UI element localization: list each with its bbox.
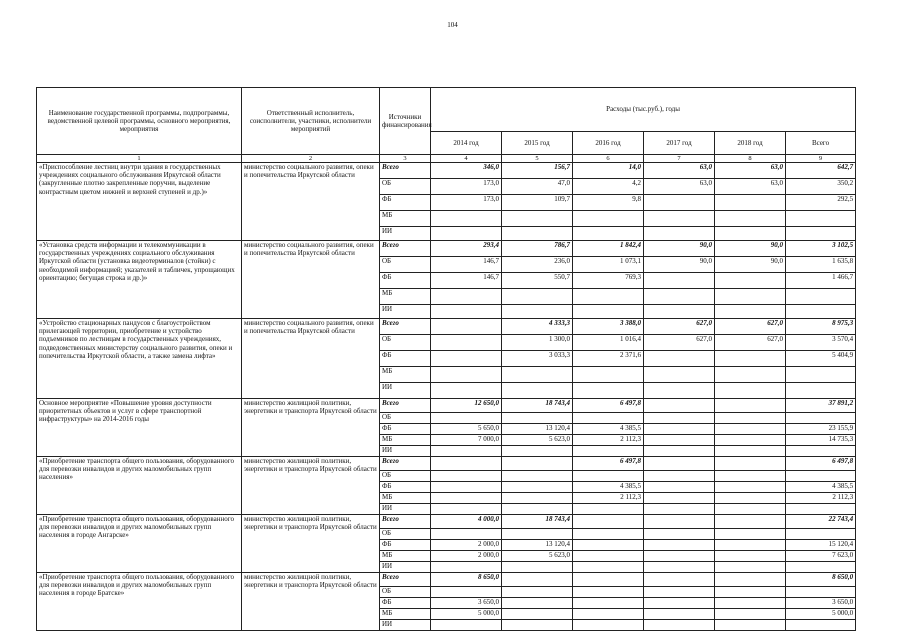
amount-cell [573,471,644,482]
amount-cell [715,413,786,424]
amount-cell [502,573,573,587]
amount-cell [573,227,644,241]
amount-cell [715,227,786,241]
funding-source: ОБ [380,587,431,598]
funding-source: ФБ [380,351,431,367]
amount-cell [644,305,715,319]
header-year-2014: 2014 год [431,132,502,155]
amount-cell [715,424,786,435]
column-number-row [37,155,856,163]
amount-total-cell [786,504,856,515]
amount-cell: 2 112,3 [573,435,644,446]
amount-cell: 1 300,0 [502,335,573,351]
funding-source: МБ [380,435,431,446]
amount-cell [502,598,573,609]
header-expenses: Расходы (тыс.руб.), годы [431,88,856,132]
amount-cell [644,227,715,241]
table-row [37,573,856,587]
amount-total-cell [786,587,856,598]
amount-cell [431,227,502,241]
amount-total-cell [786,413,856,424]
amount-cell: 18 743,4 [502,399,573,413]
amount-cell [431,351,502,367]
amount-cell [502,227,573,241]
funding-source: МБ [380,493,431,504]
funding-source: ИИ [380,383,431,399]
amount-total-cell: 3 102,5 [786,241,856,257]
funding-source: ИИ [380,446,431,457]
amount-cell [502,471,573,482]
amount-cell [431,383,502,399]
activity-name: «Установка средств информации и телекоммуникации в государственных учреждениях социального обслуживания Иркутской области (установка видеотерминалов (стойки) с необходимой информацией; указателей и табличек, упрощающих ориентацию; бегущая строка и др.)» [37,241,242,319]
activity-executor: министерство жилищной политики, энергетики и транспорта Иркутской области [242,515,380,573]
table-row [37,163,856,179]
amount-cell: 2 112,3 [573,493,644,504]
amount-cell [644,540,715,551]
funding-source: ФБ [380,598,431,609]
amount-total-cell: 8 650,0 [786,573,856,587]
amount-total-cell: 642,7 [786,163,856,179]
amount-total-cell: 1 466,7 [786,273,856,289]
amount-cell [573,529,644,540]
amount-total-cell: 3 650,0 [786,598,856,609]
amount-cell [502,446,573,457]
amount-cell [715,587,786,598]
header-executor: Ответственный исполнитель, соисполнители, участники, исполнители мероприятий [242,88,380,155]
amount-cell: 4 333,3 [502,319,573,335]
amount-cell [502,413,573,424]
amount-cell [573,446,644,457]
amount-cell: 5 623,0 [502,551,573,562]
activity-name: «Устройство стационарных пандусов с благоустройством прилегающей территории, приобретение и устройство подъемников по лестницам в государственных учреждениях, подведомственных министерству социального развития, опеки и попечительства Иркутской области, а также замена лифта» [37,319,242,399]
amount-cell [715,493,786,504]
amount-cell: 1 016,4 [573,335,644,351]
header-year-2015: 2015 год [502,132,573,155]
amount-cell [715,457,786,471]
table-row [37,515,856,529]
amount-cell: 63,0 [644,179,715,195]
amount-cell [431,289,502,305]
amount-total-cell [786,383,856,399]
amount-cell [573,551,644,562]
amount-total-cell: 4 385,5 [786,482,856,493]
amount-cell: 346,0 [431,163,502,179]
amount-cell [644,446,715,457]
amount-cell [715,551,786,562]
amount-cell [644,515,715,529]
amount-cell [573,413,644,424]
amount-cell [431,319,502,335]
amount-cell [715,598,786,609]
funding-source: МБ [380,211,431,227]
amount-cell [715,195,786,211]
amount-cell [715,482,786,493]
amount-cell [573,540,644,551]
amount-cell [644,383,715,399]
amount-total-cell [786,529,856,540]
amount-cell: 627,0 [644,335,715,351]
amount-total-cell: 23 155,9 [786,424,856,435]
amount-cell [644,435,715,446]
amount-cell [573,211,644,227]
funding-source: ОБ [380,335,431,351]
amount-total-cell: 5 404,9 [786,351,856,367]
amount-cell: 4,2 [573,179,644,195]
activity-executor: министерство социального развития, опеки и попечительства Иркутской области [242,241,380,319]
funding-source: МБ [380,551,431,562]
amount-cell [573,367,644,383]
amount-cell [502,504,573,515]
activity-executor: министерство жилищной политики, энергетики и транспорта Иркутской области [242,457,380,515]
funding-source: МБ [380,609,431,620]
header-year-2018: 2018 год [715,132,786,155]
amount-cell [431,457,502,471]
amount-cell [715,383,786,399]
amount-cell: 90,0 [715,257,786,273]
amount-cell [715,529,786,540]
amount-cell [715,562,786,573]
amount-total-cell [786,227,856,241]
amount-cell [644,211,715,227]
amount-cell [502,367,573,383]
amount-cell [431,620,502,631]
amount-cell [644,424,715,435]
amount-cell: 627,0 [715,335,786,351]
amount-cell: 293,4 [431,241,502,257]
funding-source: ИИ [380,620,431,631]
amount-total-cell: 292,5 [786,195,856,211]
amount-cell [573,515,644,529]
amount-cell [502,562,573,573]
funding-source: Всего [380,399,431,413]
amount-cell [644,289,715,305]
header-year-2017: 2017 год [644,132,715,155]
amount-cell [431,562,502,573]
amount-cell [431,367,502,383]
amount-cell [502,529,573,540]
amount-cell: 5 000,0 [431,609,502,620]
amount-cell [715,573,786,587]
amount-cell [715,620,786,631]
amount-cell [715,515,786,529]
amount-cell: 90,0 [715,241,786,257]
amount-cell [431,587,502,598]
amount-cell [644,551,715,562]
amount-cell [715,609,786,620]
amount-cell [431,482,502,493]
amount-cell [502,457,573,471]
amount-cell: 550,7 [502,273,573,289]
amount-cell [431,446,502,457]
amount-cell [573,383,644,399]
col-number: 9 [786,155,856,163]
amount-cell [431,493,502,504]
amount-cell [573,609,644,620]
amount-total-cell [786,305,856,319]
amount-cell [502,609,573,620]
amount-cell: 3 033,3 [502,351,573,367]
amount-cell [573,504,644,515]
amount-cell: 6 497,8 [573,399,644,413]
amount-total-cell: 14 735,3 [786,435,856,446]
amount-cell: 4 000,0 [431,515,502,529]
amount-cell [431,211,502,227]
amount-cell [502,482,573,493]
funding-source: ОБ [380,257,431,273]
amount-cell: 1 073,1 [573,257,644,273]
amount-cell [502,587,573,598]
amount-cell [715,446,786,457]
funding-source: ОБ [380,529,431,540]
amount-cell [715,289,786,305]
amount-cell [644,562,715,573]
amount-cell: 6 497,8 [573,457,644,471]
amount-cell [644,399,715,413]
amount-cell: 173,0 [431,195,502,211]
page-number: 104 [447,21,458,29]
table-body [37,163,856,631]
amount-cell [502,305,573,319]
table-row [37,399,856,413]
funding-source: ИИ [380,504,431,515]
amount-cell: 173,0 [431,179,502,195]
amount-total-cell: 2 112,3 [786,493,856,504]
amount-cell: 146,7 [431,257,502,273]
amount-cell [431,471,502,482]
amount-cell [644,598,715,609]
amount-cell: 63,0 [644,163,715,179]
amount-total-cell: 350,2 [786,179,856,195]
amount-cell: 3 388,0 [573,319,644,335]
amount-cell: 627,0 [644,319,715,335]
activity-name: «Приобретение транспорта общего пользования, оборудованного для перевозки инвалидов и других маломобильных групп населения в городе Братске» [37,573,242,631]
amount-cell [644,587,715,598]
funding-source: МБ [380,289,431,305]
col-number: 7 [644,155,715,163]
amount-cell [573,573,644,587]
col-number: 1 [37,155,242,163]
amount-total-cell: 3 570,4 [786,335,856,351]
amount-total-cell: 8 975,3 [786,319,856,335]
amount-cell [644,609,715,620]
amount-cell [573,305,644,319]
amount-cell [502,620,573,631]
table-header [37,88,856,163]
amount-cell [502,493,573,504]
amount-total-cell [786,446,856,457]
amount-cell [644,504,715,515]
funding-source: Всего [380,319,431,335]
amount-cell [644,573,715,587]
amount-cell: 9,8 [573,195,644,211]
amount-cell [644,351,715,367]
activity-executor: министерство социального развития, опеки и попечительства Иркутской области [242,163,380,241]
amount-cell: 8 650,0 [431,573,502,587]
amount-cell [644,471,715,482]
amount-cell [644,457,715,471]
amount-cell [502,383,573,399]
amount-cell: 156,7 [502,163,573,179]
amount-cell: 63,0 [715,163,786,179]
amount-cell [502,211,573,227]
funding-source: Всего [380,573,431,587]
amount-cell: 7 000,0 [431,435,502,446]
amount-cell: 13 120,4 [502,424,573,435]
funding-source: ОБ [380,179,431,195]
amount-cell: 786,7 [502,241,573,257]
amount-total-cell: 22 743,4 [786,515,856,529]
amount-cell [502,289,573,305]
amount-total-cell: 37 891,2 [786,399,856,413]
header-name: Наименование государственной программы, подпрограммы, ведомственной целевой программы, основного мероприятия, мероприятия [37,88,242,155]
amount-total-cell [786,471,856,482]
col-number: 3 [380,155,431,163]
amount-cell [431,529,502,540]
amount-cell: 18 743,4 [502,515,573,529]
funding-source: ИИ [380,227,431,241]
col-number: 2 [242,155,380,163]
activity-executor: министерство жилищной политики, энергетики и транспорта Иркутской области [242,573,380,631]
amount-cell [644,529,715,540]
amount-cell [715,305,786,319]
amount-cell [715,211,786,227]
amount-cell [431,305,502,319]
amount-cell [715,504,786,515]
amount-cell [644,273,715,289]
funding-source: ФБ [380,273,431,289]
amount-cell [644,413,715,424]
amount-cell [644,493,715,504]
col-number: 4 [431,155,502,163]
amount-cell: 2 000,0 [431,540,502,551]
amount-cell: 109,7 [502,195,573,211]
amount-cell [715,540,786,551]
amount-cell [573,289,644,305]
amount-cell: 90,0 [644,257,715,273]
amount-cell [573,598,644,609]
funding-source: ИИ [380,562,431,573]
header-total: Всего [786,132,856,155]
amount-cell: 5 623,0 [502,435,573,446]
activity-name: «Приобретение транспорта общего пользования, оборудованного для перевозки инвалидов и других маломобильных групп населения в городе Ангарске» [37,515,242,573]
funding-source: Всего [380,241,431,257]
amount-cell [431,335,502,351]
funding-source: ОБ [380,471,431,482]
amount-cell [715,471,786,482]
activity-name: «Приобретение транспорта общего пользования, оборудованного для перевозки инвалидов и других маломобильных групп населения» [37,457,242,515]
amount-cell: 47,0 [502,179,573,195]
amount-cell [715,399,786,413]
amount-total-cell: 6 497,8 [786,457,856,471]
col-number: 6 [573,155,644,163]
amount-total-cell: 1 635,8 [786,257,856,273]
amount-total-cell [786,562,856,573]
amount-cell: 146,7 [431,273,502,289]
amount-total-cell [786,367,856,383]
amount-cell [431,413,502,424]
funding-source: Всего [380,457,431,471]
activity-executor: министерство социального развития, опеки и попечительства Иркутской области [242,319,380,399]
amount-cell [573,587,644,598]
amount-total-cell [786,211,856,227]
budget-table [36,87,856,631]
col-number: 8 [715,155,786,163]
amount-cell: 627,0 [715,319,786,335]
amount-cell [573,562,644,573]
amount-total-cell: 7 623,0 [786,551,856,562]
amount-cell: 90,0 [644,241,715,257]
amount-cell [644,620,715,631]
amount-cell: 63,0 [715,179,786,195]
amount-cell [715,435,786,446]
funding-source: ИИ [380,305,431,319]
table-row [37,457,856,471]
col-number: 5 [502,155,573,163]
amount-cell: 2 000,0 [431,551,502,562]
amount-cell: 236,0 [502,257,573,273]
amount-cell: 3 650,0 [431,598,502,609]
amount-total-cell [786,620,856,631]
table-row [37,241,856,257]
amount-cell [715,273,786,289]
amount-cell [644,367,715,383]
header-source: Источники финансирования [380,88,431,155]
amount-cell [715,367,786,383]
amount-cell: 769,3 [573,273,644,289]
funding-source: МБ [380,367,431,383]
funding-source: ОБ [380,413,431,424]
funding-source: ФБ [380,540,431,551]
table-row [37,319,856,335]
amount-cell: 4 385,5 [573,424,644,435]
funding-source: Всего [380,163,431,179]
header-year-2016: 2016 год [573,132,644,155]
funding-source: ФБ [380,482,431,493]
activity-executor: министерство жилищной политики, энергетики и транспорта Иркутской области [242,399,380,457]
amount-cell: 1 842,4 [573,241,644,257]
amount-total-cell: 5 000,0 [786,609,856,620]
amount-cell: 13 120,4 [502,540,573,551]
funding-source: Всего [380,515,431,529]
amount-total-cell: 15 120,4 [786,540,856,551]
funding-source: ФБ [380,424,431,435]
amount-cell [573,620,644,631]
activity-name: Основное мероприятие «Повышение уровня доступности приоритетных объектов и услуг в сфере транспортной инфраструктуры» на 2014-2016 годы [37,399,242,457]
amount-cell [644,482,715,493]
amount-total-cell [786,289,856,305]
amount-cell: 4 385,5 [573,482,644,493]
funding-source: ФБ [380,195,431,211]
amount-cell: 2 371,6 [573,351,644,367]
amount-cell: 14,0 [573,163,644,179]
amount-cell [431,504,502,515]
amount-cell [644,195,715,211]
amount-cell: 12 650,0 [431,399,502,413]
amount-cell: 5 650,0 [431,424,502,435]
amount-cell [715,351,786,367]
activity-name: «Приспособление лестниц внутри здания в государственных учреждениях социального обслуживания Иркутской области (закругленные плотно закрепленные поручни, выделение контрастным цветом нижней и верхней ступеней и др.)» [37,163,242,241]
